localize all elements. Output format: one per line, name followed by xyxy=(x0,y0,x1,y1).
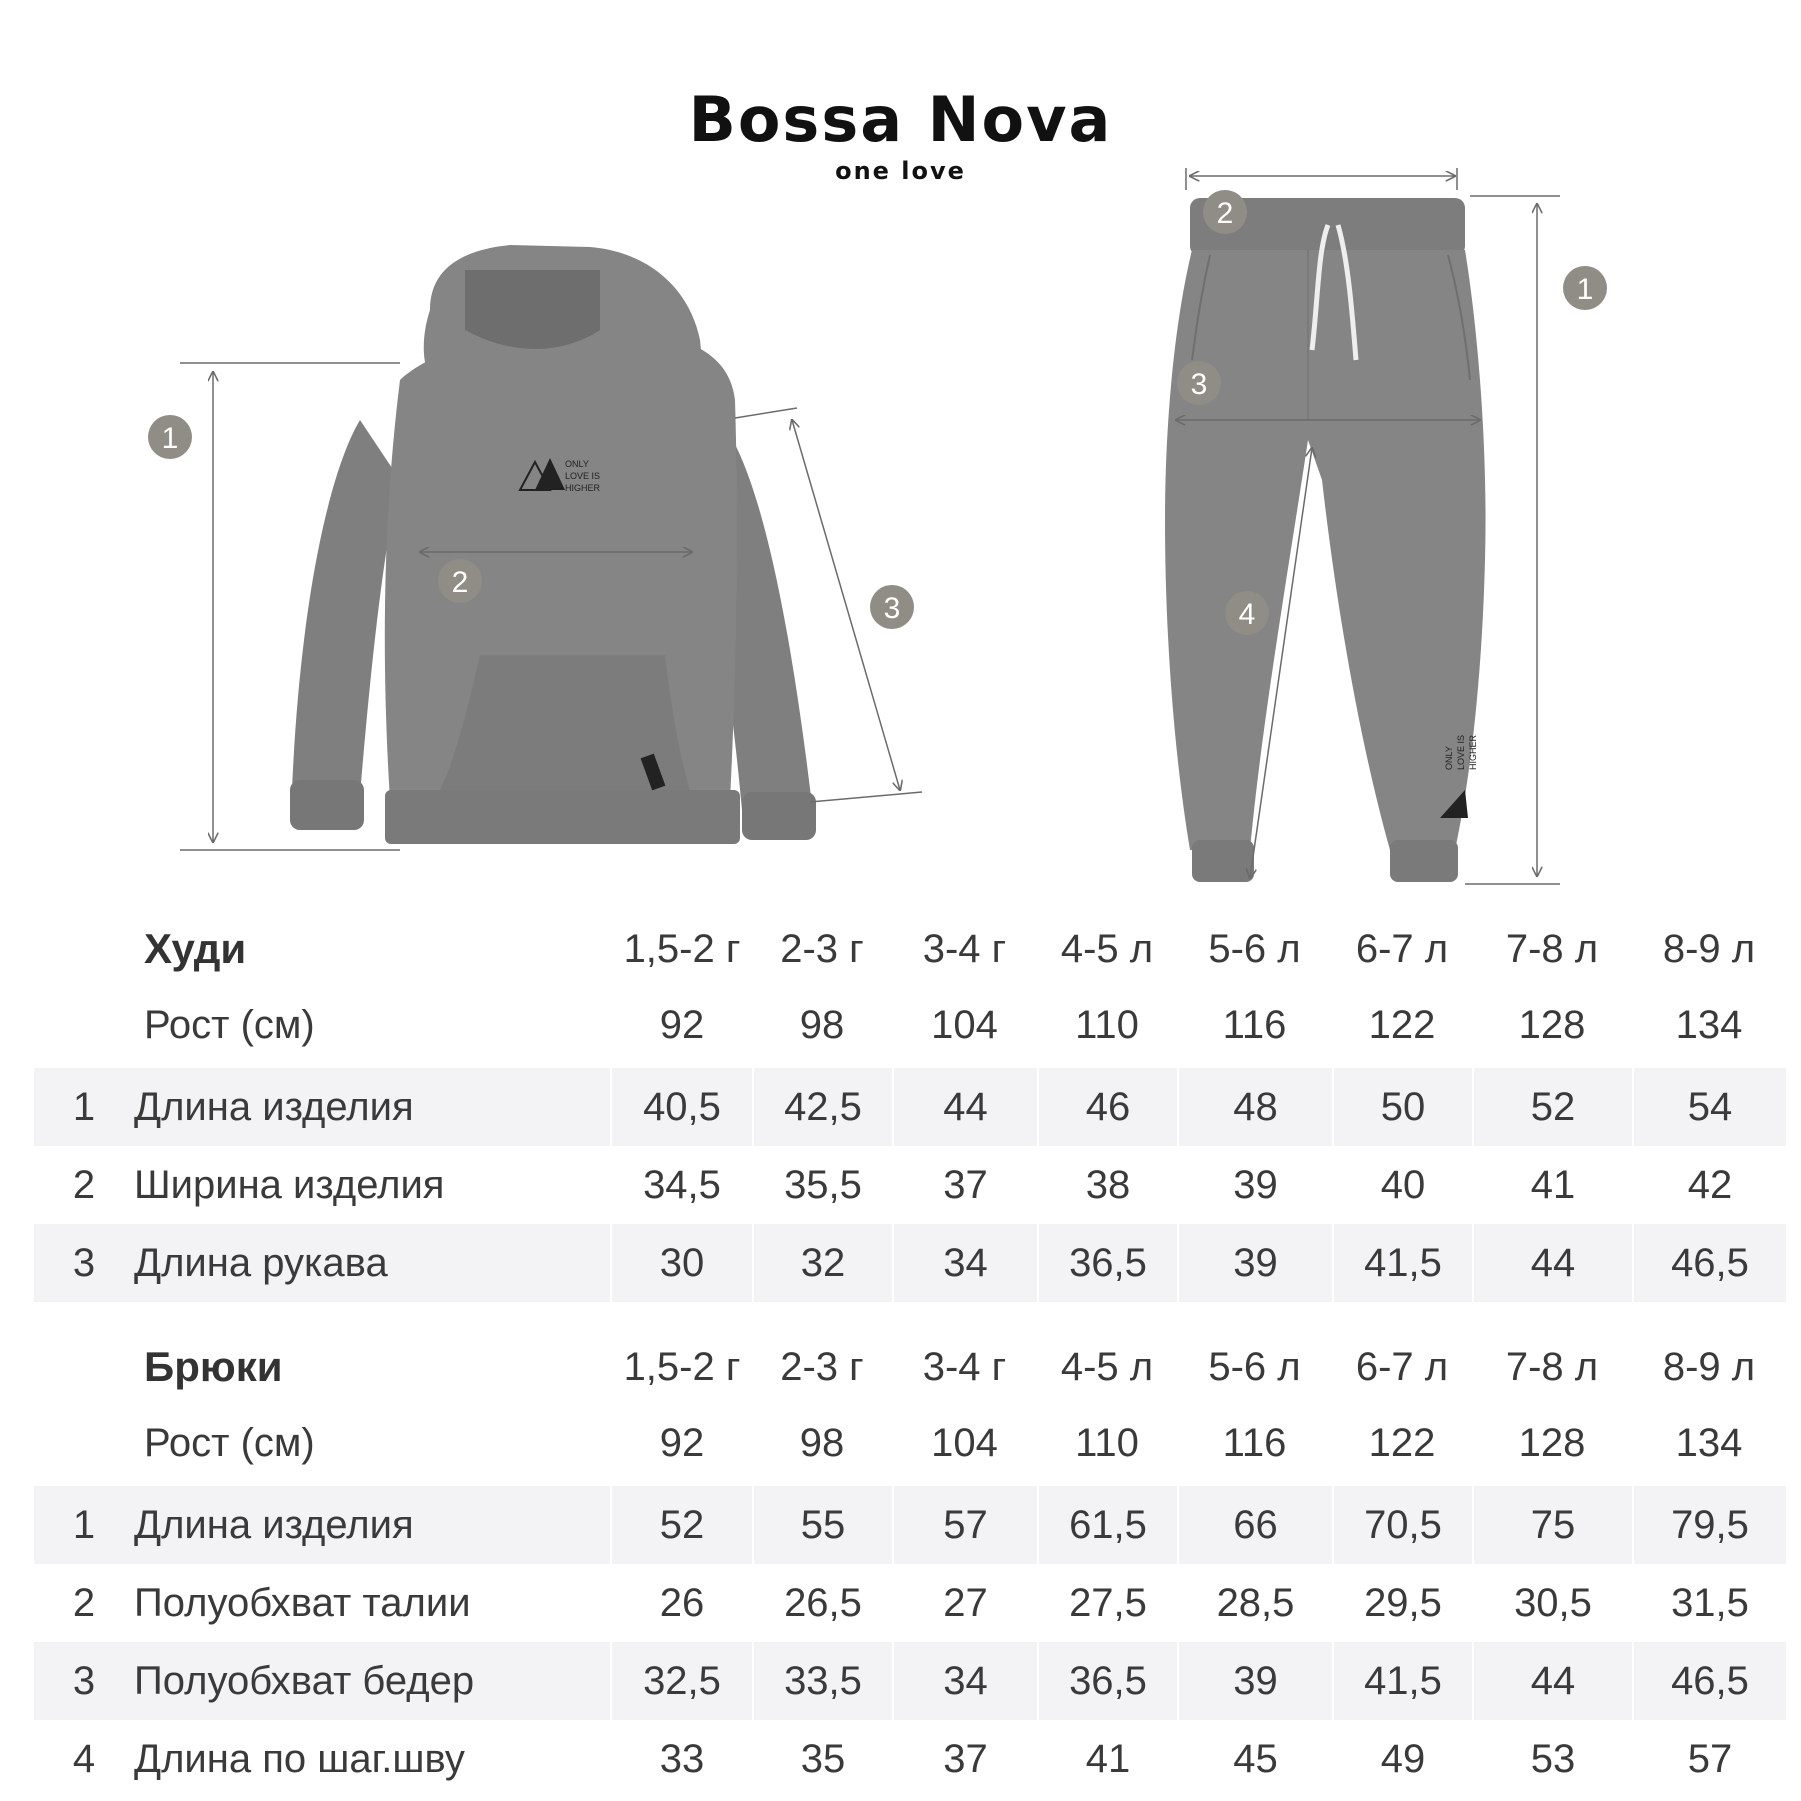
pants-row-1-value-8: 79,5 xyxy=(1634,1486,1786,1564)
pants-size-5: 5-6 л xyxy=(1208,1344,1301,1389)
hoodie-height-5: 116 xyxy=(1222,1002,1287,1047)
pants-size-table xyxy=(0,1328,1801,1798)
pants-row-2 xyxy=(34,1564,1786,1642)
pants-height-label: Рост (см) xyxy=(144,1420,315,1465)
hoodie-row-1-value-5: 48 xyxy=(1179,1068,1332,1146)
hoodie-row-2 xyxy=(34,1146,1786,1224)
hoodie-marker-1: 1 xyxy=(161,422,179,455)
hoodie-row-3-value-7: 44 xyxy=(1474,1224,1632,1302)
hoodie-height-6: 122 xyxy=(1368,1002,1436,1047)
hoodie-row-2-value-5: 39 xyxy=(1233,1162,1278,1207)
pants-row-3-value-6: 41,5 xyxy=(1334,1642,1472,1720)
brand-name: Bossa Nova xyxy=(688,83,1113,156)
hoodie-height-1: 92 xyxy=(659,1002,705,1047)
pants-row-1-num: 1 xyxy=(34,1486,134,1564)
hoodie-size-6: 6-7 л xyxy=(1355,926,1449,971)
pants-row-2-value-6: 29,5 xyxy=(1364,1580,1442,1625)
pants-row-2-value-3: 27 xyxy=(943,1580,988,1625)
pants-row-1-value-6: 70,5 xyxy=(1334,1486,1472,1564)
hoodie-print-line-2: LOVE IS xyxy=(565,471,601,481)
hoodie-row-2-num: 2 xyxy=(72,1162,96,1207)
pants-row-1-value-7: 75 xyxy=(1474,1486,1632,1564)
hoodie-row-3 xyxy=(34,1224,1786,1302)
hoodie-row-2-value-1: 34,5 xyxy=(643,1162,721,1207)
pants-height-6: 122 xyxy=(1368,1420,1436,1465)
hoodie-height-7: 128 xyxy=(1518,1002,1586,1047)
pants-row-4-num: 4 xyxy=(72,1736,96,1781)
hoodie-size-2: 2-3 г xyxy=(780,926,864,971)
pants-row-3-value-3: 34 xyxy=(894,1642,1037,1720)
hoodie-size-1: 1,5-2 г xyxy=(623,926,741,971)
pants-row-3-value-2: 33,5 xyxy=(754,1642,892,1720)
pants-row-2-value-7: 30,5 xyxy=(1514,1580,1592,1625)
pants-row-3-value-1: 32,5 xyxy=(612,1642,752,1720)
pants-row-4-value-4: 41 xyxy=(1085,1736,1131,1781)
pants-row-1-value-3: 57 xyxy=(894,1486,1037,1564)
pants-row-3-label: Полуобхват бедер xyxy=(134,1642,610,1720)
pants-size-7: 7-8 л xyxy=(1505,1344,1599,1389)
hoodie-size-table xyxy=(0,910,1801,1305)
hoodie-row-1-value-8: 54 xyxy=(1634,1068,1786,1146)
hoodie-print-line-3: HIGHER xyxy=(565,483,601,493)
pants-row-1-value-5: 66 xyxy=(1179,1486,1332,1564)
pants-height-5: 116 xyxy=(1222,1420,1287,1465)
pants-row-3 xyxy=(34,1642,1786,1720)
pants-header-row xyxy=(34,1328,1786,1406)
pants-row-4-label: Длина по шаг.шву xyxy=(134,1736,465,1781)
hoodie-size-4: 4-5 л xyxy=(1060,926,1154,971)
pants-size-8: 8-9 л xyxy=(1662,1344,1756,1389)
pants-row-3-value-4: 36,5 xyxy=(1039,1642,1177,1720)
pants-size-3: 3-4 г xyxy=(922,1344,1007,1389)
hoodie-row-1-label: Длина изделия xyxy=(134,1068,610,1146)
hoodie-row-1 xyxy=(34,1068,1786,1146)
pants-size-6: 6-7 л xyxy=(1355,1344,1449,1389)
hoodie-row-1-value-2: 42,5 xyxy=(754,1068,892,1146)
hoodie-row-1-num: 1 xyxy=(34,1068,134,1146)
pants-row-1 xyxy=(34,1486,1786,1564)
pants-row-2-value-1: 26 xyxy=(659,1580,705,1625)
pants-height-1: 92 xyxy=(659,1420,705,1465)
hoodie-row-3-value-6: 41,5 xyxy=(1334,1224,1472,1302)
pants-row-1-value-2: 55 xyxy=(754,1486,892,1564)
pants-size-2: 2-3 г xyxy=(780,1344,864,1389)
hoodie-size-3: 3-4 г xyxy=(922,926,1007,971)
hoodie-marker-2: 2 xyxy=(451,566,469,599)
hoodie-height-2: 98 xyxy=(799,1002,845,1047)
pants-row-2-value-5: 28,5 xyxy=(1216,1580,1295,1625)
hoodie-row-2-value-7: 41 xyxy=(1530,1162,1576,1207)
hoodie-height-4: 110 xyxy=(1075,1002,1139,1047)
hoodie-table-title: Худи xyxy=(144,925,247,972)
pants-height-2: 98 xyxy=(799,1420,845,1465)
hoodie-height-8: 134 xyxy=(1675,1002,1743,1047)
pants-row-2-value-2: 26,5 xyxy=(784,1580,862,1625)
hoodie-row-3-value-3: 34 xyxy=(894,1224,1037,1302)
pants-row-4-value-6: 49 xyxy=(1380,1736,1426,1781)
pants-row-4 xyxy=(34,1720,1786,1798)
hoodie-row-1-value-3: 44 xyxy=(894,1068,1037,1146)
pants-height-4: 110 xyxy=(1075,1420,1139,1465)
hoodie-size-7: 7-8 л xyxy=(1505,926,1599,971)
pants-size-4: 4-5 л xyxy=(1060,1344,1154,1389)
pants-row-2-value-4: 27,5 xyxy=(1069,1580,1147,1625)
hoodie-row-3-value-2: 32 xyxy=(754,1224,892,1302)
hoodie-row-2-value-6: 40 xyxy=(1380,1162,1426,1207)
pants-height-3: 104 xyxy=(931,1420,998,1465)
pants-row-4-value-7: 53 xyxy=(1530,1736,1576,1781)
pants-row-4-value-5: 45 xyxy=(1233,1736,1278,1781)
pants-row-3-value-7: 44 xyxy=(1474,1642,1632,1720)
pants-row-3-num: 3 xyxy=(34,1642,134,1720)
hoodie-illustration xyxy=(148,245,922,850)
hoodie-header-row xyxy=(34,910,1786,988)
pants-marker-4: 4 xyxy=(1238,598,1256,631)
hoodie-height-row xyxy=(34,988,1786,1062)
pants-row-1-label: Длина изделия xyxy=(134,1486,610,1564)
hoodie-row-3-value-5: 39 xyxy=(1179,1224,1332,1302)
pants-height-row xyxy=(34,1406,1786,1480)
pants-print-line-1: ONLY xyxy=(1444,746,1454,770)
pants-row-2-num: 2 xyxy=(72,1580,96,1625)
pants-size-1: 1,5-2 г xyxy=(623,1344,741,1389)
pants-row-3-value-5: 39 xyxy=(1179,1642,1332,1720)
pants-height-8: 134 xyxy=(1675,1420,1743,1465)
pants-row-2-value-8: 31,5 xyxy=(1671,1580,1749,1625)
hoodie-row-3-value-4: 36,5 xyxy=(1039,1224,1177,1302)
hoodie-row-3-value-1: 30 xyxy=(612,1224,752,1302)
hoodie-row-1-value-6: 50 xyxy=(1334,1068,1472,1146)
garment-illustrations xyxy=(0,0,1801,900)
pants-row-4-value-2: 35 xyxy=(800,1736,846,1781)
hoodie-size-8: 8-9 л xyxy=(1662,926,1756,971)
hoodie-row-2-value-2: 35,5 xyxy=(784,1162,862,1207)
pants-print-line-2: LOVE IS xyxy=(1456,734,1466,770)
hoodie-height-label: Рост (см) xyxy=(144,1002,315,1047)
pants-marker-1: 1 xyxy=(1576,273,1594,306)
hoodie-row-2-value-3: 37 xyxy=(943,1162,988,1207)
hoodie-row-2-label: Ширина изделия xyxy=(134,1162,445,1207)
hoodie-row-3-value-8: 46,5 xyxy=(1634,1224,1786,1302)
hoodie-size-5: 5-6 л xyxy=(1208,926,1301,971)
pants-row-1-value-1: 52 xyxy=(612,1486,752,1564)
hoodie-row-1-value-4: 46 xyxy=(1039,1068,1177,1146)
hoodie-row-2-value-8: 42 xyxy=(1687,1162,1733,1207)
pants-table-title: Брюки xyxy=(144,1343,283,1390)
hoodie-row-3-num: 3 xyxy=(34,1224,134,1302)
pants-row-2-label: Полуобхват талии xyxy=(134,1580,471,1625)
hoodie-height-3: 104 xyxy=(931,1002,998,1047)
brand-tagline: one love xyxy=(835,157,966,185)
pants-row-3-value-8: 46,5 xyxy=(1634,1642,1786,1720)
hoodie-row-2-value-4: 38 xyxy=(1085,1162,1131,1207)
hoodie-row-3-label: Длина рукава xyxy=(134,1224,610,1302)
pants-row-4-value-3: 37 xyxy=(943,1736,988,1781)
pants-marker-3: 3 xyxy=(1190,368,1208,401)
pants-illustration xyxy=(1165,168,1607,884)
pants-height-7: 128 xyxy=(1518,1420,1586,1465)
pants-row-4-value-8: 57 xyxy=(1687,1736,1733,1781)
hoodie-marker-3: 3 xyxy=(883,592,901,625)
pants-print-line-3: HIGHER xyxy=(1468,734,1478,770)
pants-row-1-value-4: 61,5 xyxy=(1039,1486,1177,1564)
pants-row-4-value-1: 33 xyxy=(659,1736,705,1781)
pants-marker-2: 2 xyxy=(1216,197,1234,230)
hoodie-row-1-value-1: 40,5 xyxy=(612,1068,752,1146)
hoodie-row-1-value-7: 52 xyxy=(1474,1068,1632,1146)
hoodie-print-line-1: ONLY xyxy=(565,459,589,469)
